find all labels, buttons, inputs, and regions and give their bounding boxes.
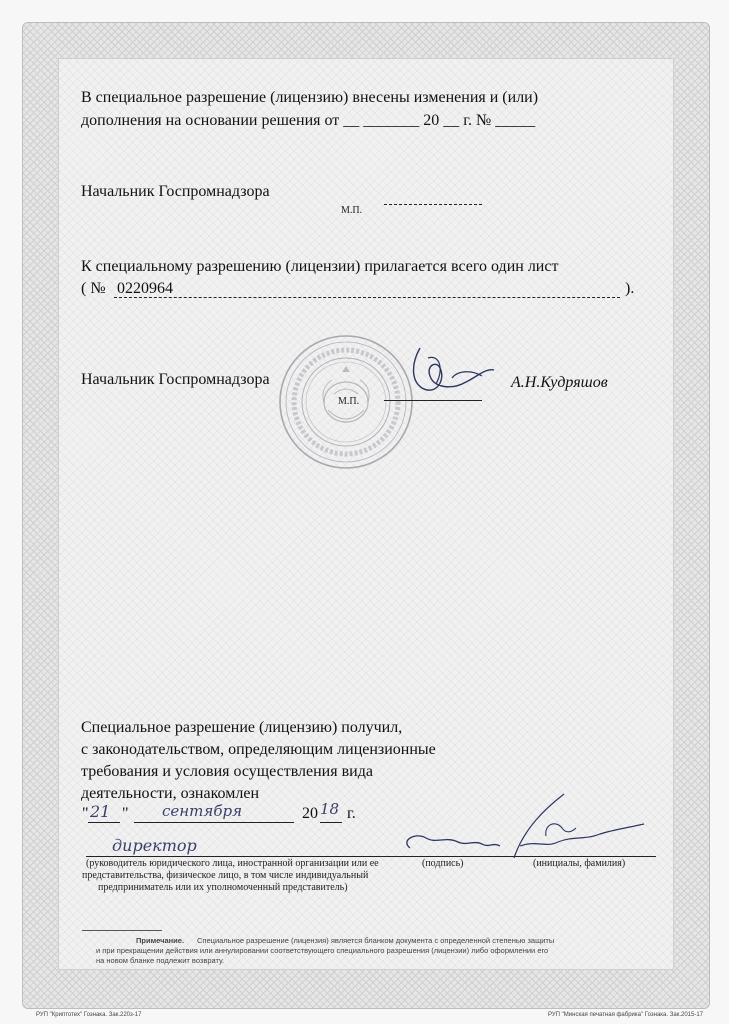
caption-role-line-2: представительства, физическое лицо, в том числе индивидуальный bbox=[82, 870, 369, 881]
date-day-line bbox=[88, 822, 120, 823]
recipient-position: директор bbox=[112, 836, 197, 855]
changes-signature-line bbox=[384, 204, 482, 205]
signature-signer-name: А.Н.Кудряшов bbox=[511, 374, 608, 391]
received-text-line-2: с законодательством, определяющим лицензионные bbox=[81, 741, 436, 758]
date-year-end: г. bbox=[347, 805, 356, 822]
note-text-line-3: на новом бланке подлежит возврату. bbox=[96, 956, 225, 965]
note-text-line-2: и при прекращении действия или аннулировании соответствующего специального разрешения (лицензии) либо оформлении его bbox=[96, 946, 549, 955]
date-day: 21 bbox=[90, 802, 111, 821]
note-text-line-1: Специальное разрешение (лицензия) является бланком документа с определенной степенью защиты bbox=[197, 936, 555, 945]
caption-role-line-1: (руководитель юридического лица, иностранной организации или ее bbox=[86, 858, 379, 869]
changes-text-line-2: дополнения на основании решения от __ _______ 20 __ г. № _____ bbox=[81, 112, 536, 129]
note-label: Примечание. bbox=[136, 936, 185, 945]
footer-printer-left: РУП "Криптотех" Гознака. Зак.220з-17 bbox=[36, 1012, 142, 1018]
received-text-line-4: деятельности, ознакомлен bbox=[81, 785, 260, 802]
date-quote-close: " bbox=[122, 805, 129, 822]
changes-text-line-1: В специальное разрешение (лицензию) внесены изменения и (или) bbox=[81, 89, 539, 106]
caption-role-line-3: предприниматель или их уполномоченный представитель) bbox=[98, 882, 348, 893]
caption-signature: (подпись) bbox=[422, 858, 464, 869]
attachment-sheet-number: 0220964 bbox=[117, 280, 173, 297]
footer-printer-right: РУП "Минская печатная фабрика" Гознака. Зак.2015-17 bbox=[548, 1012, 704, 1018]
changes-seal-place: М.П. bbox=[341, 205, 363, 216]
received-text-line-3: требования и условия осуществления вида bbox=[81, 763, 373, 780]
attachment-number-suffix: ). bbox=[625, 280, 635, 297]
changes-signer-title: Начальник Госпромнадзора bbox=[81, 183, 270, 200]
date-month: сентября bbox=[162, 802, 243, 820]
date-month-line bbox=[134, 822, 294, 823]
received-text-line-1: Специальное разрешение (лицензию) получил, bbox=[81, 719, 403, 736]
caption-initials: (инициалы, фамилия) bbox=[533, 858, 626, 869]
attachment-number-line bbox=[114, 297, 620, 298]
attachment-text-line-1: К специальному разрешению (лицензии) прилагается всего один лист bbox=[81, 258, 559, 275]
date-year-line bbox=[320, 822, 342, 823]
signature-signer-title: Начальник Госпромнадзора bbox=[81, 371, 270, 388]
signature-seal-place: М.П. bbox=[338, 396, 360, 407]
date-quote-open: " bbox=[82, 805, 89, 822]
date-year-suffix: 18 bbox=[320, 800, 340, 818]
note-separator bbox=[82, 930, 162, 931]
date-year-prefix: 20 bbox=[302, 805, 318, 822]
attachment-number-prefix: ( № bbox=[81, 280, 106, 297]
chief-signature-icon bbox=[382, 340, 522, 410]
